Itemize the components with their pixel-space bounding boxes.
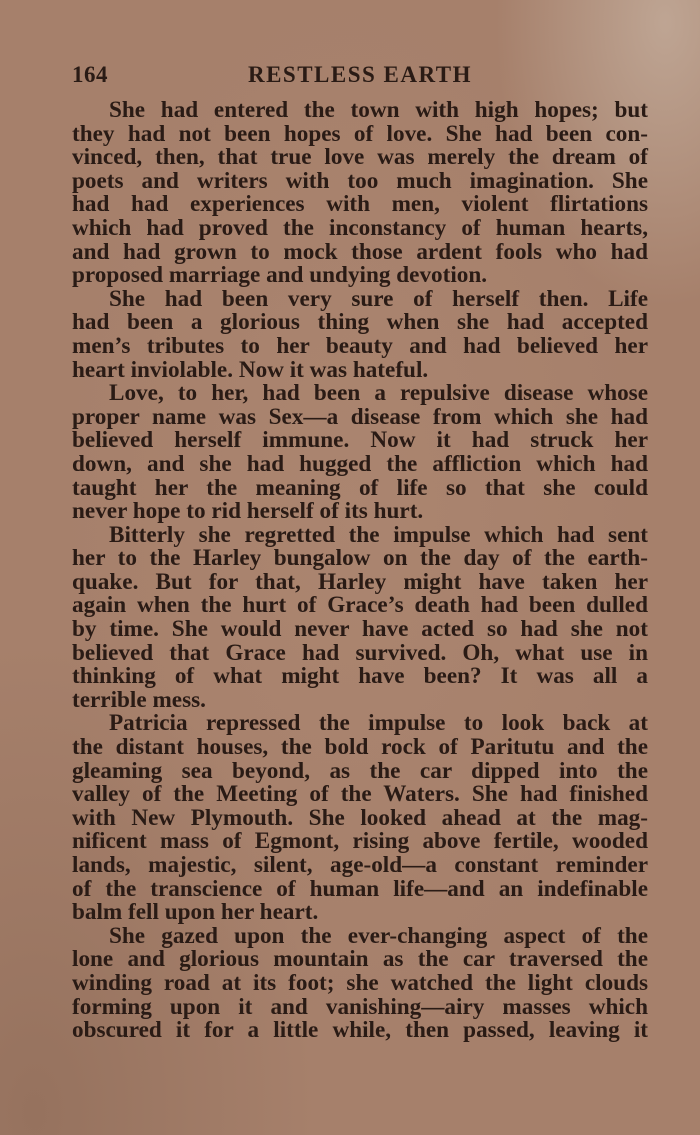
text-line: taught her the meaning of life so that she could [72, 474, 648, 501]
paragraph [72, 712, 648, 924]
paragraph [72, 382, 648, 524]
text-line: She had been very sure of herself then. Life [109, 285, 648, 312]
text-line: vinced, then, that true love was merely the dream of [72, 144, 648, 171]
page-header [72, 62, 648, 92]
text-line: had had experiences with men, violent flirtations [72, 191, 648, 218]
text-line: Patricia repressed the impulse to look back at [109, 710, 648, 737]
text-line: which had proved the inconstancy of human hearts, [72, 214, 648, 241]
text-line: lands, majestic, silent, age-old—a constant reminder [72, 852, 648, 878]
text-line: Love, to her, had been a repulsive disease whose [109, 380, 648, 407]
text-line: never hope to rid herself of its hurt. [72, 498, 424, 525]
text-line: men’s tributes to her beauty and had believed her [72, 332, 648, 359]
text-line: proper name was Sex—a disease from which she had [72, 403, 648, 430]
text-line: winding road at its foot; she watched the light clouds [72, 969, 648, 996]
text-line: down, and she had hugged the affliction which had [72, 450, 648, 477]
text-line: terrible mess. [72, 686, 206, 713]
text-line: by time. She would never have acted so had she not [72, 616, 648, 643]
text-line: they had not been hopes of love. She had been con- [72, 120, 648, 147]
text-line: heart inviolable. Now it was hateful. [72, 356, 429, 383]
paragraph [72, 285, 648, 383]
text-line: proposed marriage and undying devotion. [72, 262, 488, 289]
text-line: believed that Grace had survived. Oh, what use in [72, 639, 648, 666]
paragraph [72, 99, 648, 288]
text-line: nificent mass of Egmont, rising above fertile, wooded [72, 828, 648, 855]
text-line: forming upon it and vanishing—airy masses which [72, 993, 648, 1020]
text-line: poets and writers with too much imagination. She [72, 167, 648, 194]
text-line: gleaming sea beyond, as the car dipped into the [72, 757, 648, 784]
text-line: thinking of what might have been? It was all a [72, 663, 648, 690]
text-line: her to the Harley bungalow on the day of the earth- [72, 545, 648, 572]
text-line: She had entered the town with high hopes; but [109, 97, 648, 123]
text-line: had been a glorious thing when she had accepted [72, 309, 648, 336]
page-number: 164 [72, 62, 108, 87]
text-line: believed herself immune. Now it had struck her [72, 427, 648, 454]
running-head: RESTLESS EARTH [247, 62, 473, 87]
text-line: again when the hurt of Grace’s death had been dulled [72, 592, 648, 619]
text-line: balm fell upon her heart. [72, 899, 319, 926]
text-line: valley of the Meeting of the Waters. She had finished [72, 781, 648, 808]
text-line: lone and glorious mountain as the car traversed the [72, 946, 648, 973]
text-line: obscured it for a little while, then passed, leaving it [72, 1017, 648, 1044]
text-line: of the transcience of human life—and an indefinable [72, 875, 648, 902]
text-line: and had grown to mock those ardent fools who had [72, 238, 648, 265]
text-line: She gazed upon the ever-changing aspect of the [109, 922, 648, 949]
text-line: with New Plymouth. She looked ahead at the mag- [72, 804, 648, 831]
body-text [72, 99, 648, 1043]
text-line: the distant houses, the bold rock of Paritutu and the [72, 734, 648, 761]
text-line: Bitterly she regretted the impulse which had sent [109, 521, 648, 548]
paragraph [72, 521, 648, 713]
paragraph [72, 922, 648, 1044]
text-line: quake. But for that, Harley might have taken her [72, 568, 648, 595]
